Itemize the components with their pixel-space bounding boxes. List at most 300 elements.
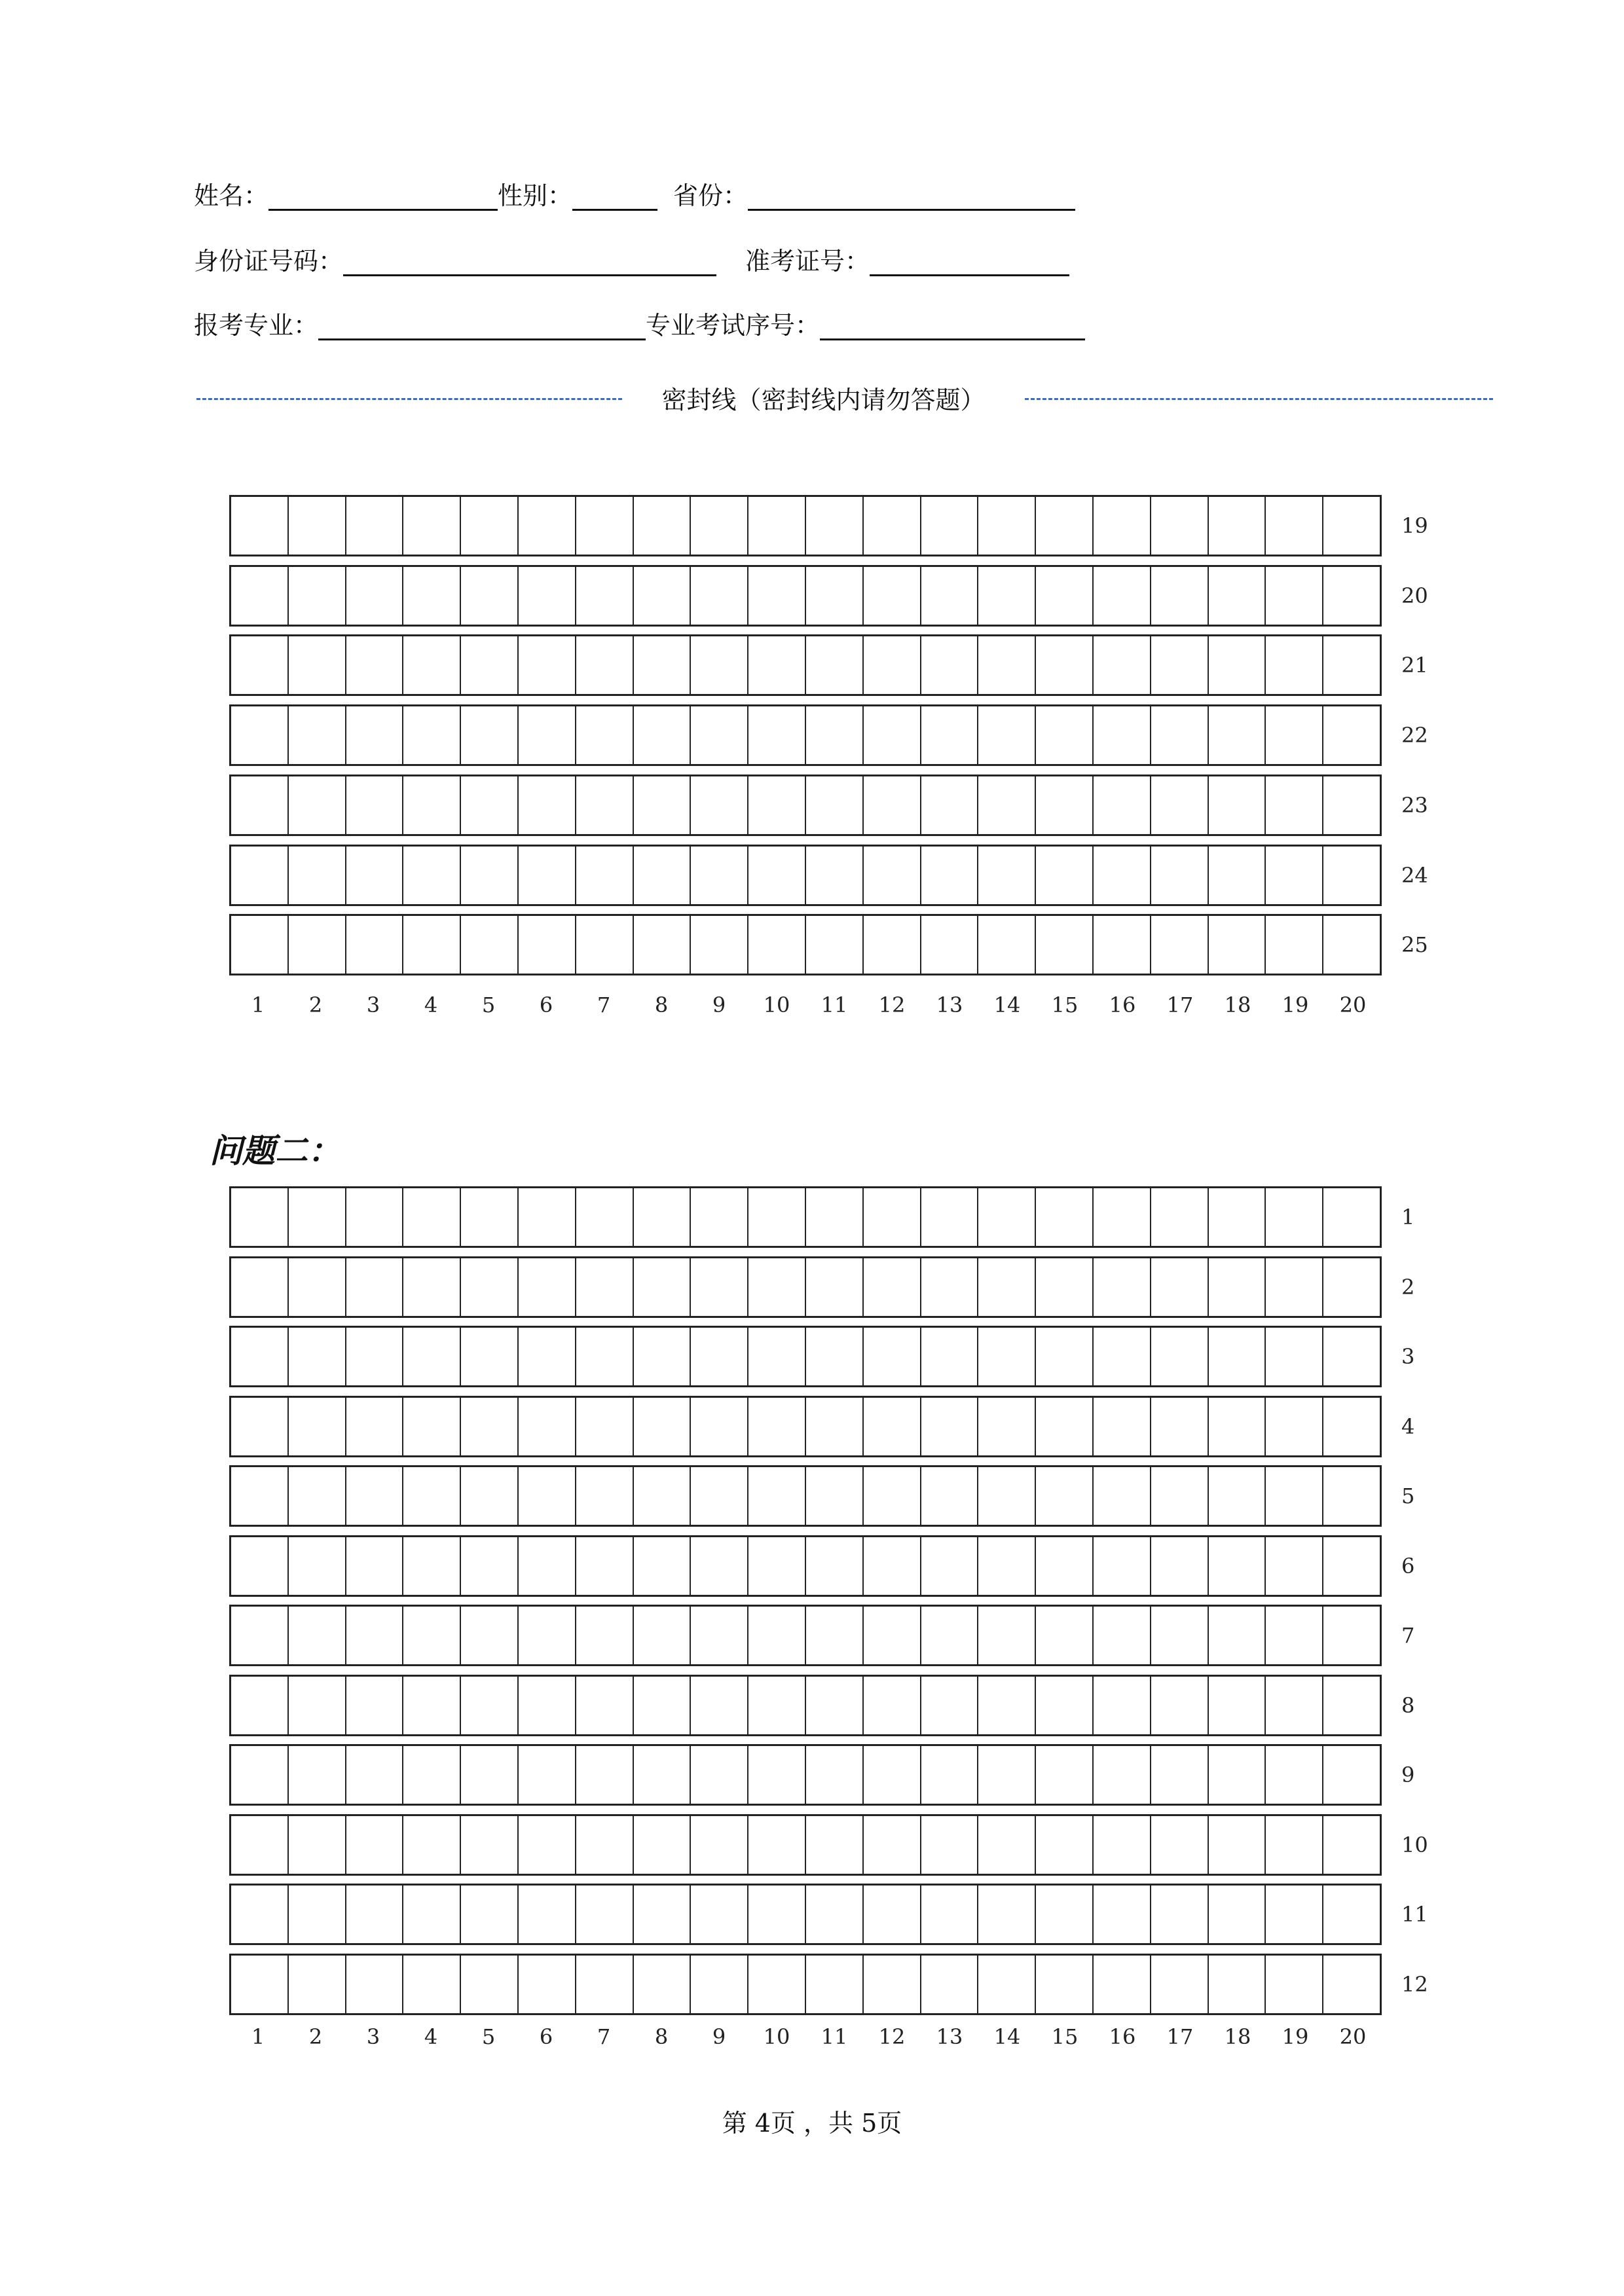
grid-cell[interactable]: [748, 497, 806, 555]
grid-cell[interactable]: [1151, 1886, 1209, 1943]
grid-cell[interactable]: [1209, 1677, 1266, 1734]
grid-cell[interactable]: [403, 1746, 461, 1804]
grid-cell[interactable]: [864, 1467, 921, 1525]
grid-cell[interactable]: [576, 916, 634, 974]
grid-cell[interactable]: [1094, 1188, 1151, 1246]
grid-cell[interactable]: [403, 497, 461, 555]
grid-cell[interactable]: [1151, 636, 1209, 694]
grid-cell[interactable]: [1323, 1886, 1380, 1943]
grid-cell[interactable]: [806, 1398, 864, 1455]
grid-cell[interactable]: [1094, 847, 1151, 904]
grid-cell[interactable]: [978, 1956, 1036, 2013]
grid-cell[interactable]: [921, 497, 979, 555]
grid-cell[interactable]: [691, 847, 748, 904]
grid-cell[interactable]: [1266, 916, 1323, 974]
ticket-field[interactable]: [870, 247, 1069, 276]
grid-cell[interactable]: [403, 1607, 461, 1664]
grid-cell[interactable]: [691, 1816, 748, 1874]
grid-cell[interactable]: [1323, 497, 1380, 555]
grid-cell[interactable]: [748, 1537, 806, 1595]
grid-cell[interactable]: [864, 1188, 921, 1246]
grid-cell[interactable]: [978, 497, 1036, 555]
grid-cell[interactable]: [1036, 1328, 1094, 1385]
grid-cell[interactable]: [346, 847, 404, 904]
grid-cell[interactable]: [634, 1677, 692, 1734]
grid-cell[interactable]: [748, 776, 806, 834]
grid-cell[interactable]: [1323, 916, 1380, 974]
exam-seq-field[interactable]: [820, 311, 1085, 340]
grid-cell[interactable]: [1323, 1467, 1380, 1525]
grid-cell[interactable]: [461, 636, 519, 694]
grid-cell[interactable]: [1094, 1398, 1151, 1455]
grid-cell[interactable]: [461, 1956, 519, 2013]
grid-cell[interactable]: [519, 1188, 576, 1246]
grid-cell[interactable]: [634, 1398, 692, 1455]
grid-cell[interactable]: [231, 706, 289, 764]
grid-cell[interactable]: [1209, 1398, 1266, 1455]
grid-cell[interactable]: [634, 497, 692, 555]
grid-cell[interactable]: [1266, 636, 1323, 694]
grid-cell[interactable]: [1266, 1607, 1323, 1664]
grid-cell[interactable]: [519, 916, 576, 974]
grid-cell[interactable]: [978, 1328, 1036, 1385]
grid-cell[interactable]: [519, 776, 576, 834]
grid-cell[interactable]: [1094, 1746, 1151, 1804]
major-field[interactable]: [318, 311, 646, 340]
grid-cell[interactable]: [806, 1816, 864, 1874]
grid-cell[interactable]: [231, 916, 289, 974]
grid-cell[interactable]: [1094, 1677, 1151, 1734]
grid-cell[interactable]: [1151, 1537, 1209, 1595]
grid-cell[interactable]: [1323, 1537, 1380, 1595]
grid-cell[interactable]: [461, 1398, 519, 1455]
grid-cell[interactable]: [461, 1886, 519, 1943]
grid-cell[interactable]: [403, 1467, 461, 1525]
grid-cell[interactable]: [806, 1328, 864, 1385]
grid-cell[interactable]: [1094, 706, 1151, 764]
grid-cell[interactable]: [289, 1746, 346, 1804]
grid-cell[interactable]: [403, 776, 461, 834]
grid-cell[interactable]: [691, 1607, 748, 1664]
grid-cell[interactable]: [864, 776, 921, 834]
grid-cell[interactable]: [403, 1258, 461, 1316]
grid-cell[interactable]: [1151, 497, 1209, 555]
grid-cell[interactable]: [921, 776, 979, 834]
grid-cell[interactable]: [806, 706, 864, 764]
grid-cell[interactable]: [289, 1607, 346, 1664]
grid-cell[interactable]: [1036, 1956, 1094, 2013]
grid-cell[interactable]: [346, 1328, 404, 1385]
grid-cell[interactable]: [691, 916, 748, 974]
grid-cell[interactable]: [978, 567, 1036, 625]
grid-cell[interactable]: [1036, 776, 1094, 834]
grid-cell[interactable]: [576, 1956, 634, 2013]
grid-cell[interactable]: [231, 1886, 289, 1943]
grid-cell[interactable]: [1323, 847, 1380, 904]
grid-cell[interactable]: [346, 706, 404, 764]
grid-cell[interactable]: [1094, 1467, 1151, 1525]
grid-cell[interactable]: [978, 1467, 1036, 1525]
grid-cell[interactable]: [691, 1677, 748, 1734]
grid-cell[interactable]: [921, 1677, 979, 1734]
grid-cell[interactable]: [576, 1816, 634, 1874]
grid-cell[interactable]: [748, 1398, 806, 1455]
grid-cell[interactable]: [576, 1677, 634, 1734]
grid-cell[interactable]: [289, 1258, 346, 1316]
grid-cell[interactable]: [748, 1956, 806, 2013]
grid-cell[interactable]: [921, 1607, 979, 1664]
grid-cell[interactable]: [978, 847, 1036, 904]
grid-cell[interactable]: [403, 1328, 461, 1385]
grid-cell[interactable]: [1094, 567, 1151, 625]
grid-cell[interactable]: [864, 1886, 921, 1943]
grid-cell[interactable]: [1323, 776, 1380, 834]
grid-cell[interactable]: [1266, 1746, 1323, 1804]
grid-cell[interactable]: [403, 567, 461, 625]
grid-cell[interactable]: [289, 1467, 346, 1525]
grid-cell[interactable]: [403, 1886, 461, 1943]
grid-cell[interactable]: [1036, 1537, 1094, 1595]
grid-cell[interactable]: [1151, 1677, 1209, 1734]
grid-cell[interactable]: [921, 1537, 979, 1595]
grid-cell[interactable]: [461, 916, 519, 974]
grid-cell[interactable]: [1266, 1886, 1323, 1943]
grid-cell[interactable]: [806, 1607, 864, 1664]
grid-cell[interactable]: [519, 1677, 576, 1734]
grid-cell[interactable]: [289, 1816, 346, 1874]
grid-cell[interactable]: [1323, 1816, 1380, 1874]
grid-cell[interactable]: [461, 1816, 519, 1874]
grid-cell[interactable]: [576, 1746, 634, 1804]
grid-cell[interactable]: [231, 1328, 289, 1385]
grid-cell[interactable]: [634, 1816, 692, 1874]
grid-cell[interactable]: [1151, 776, 1209, 834]
grid-cell[interactable]: [978, 916, 1036, 974]
grid-cell[interactable]: [634, 1467, 692, 1525]
grid-cell[interactable]: [748, 847, 806, 904]
grid-cell[interactable]: [691, 1258, 748, 1316]
grid-cell[interactable]: [864, 1816, 921, 1874]
grid-cell[interactable]: [691, 567, 748, 625]
grid-cell[interactable]: [1036, 497, 1094, 555]
id-field[interactable]: [343, 247, 716, 276]
grid-cell[interactable]: [1209, 776, 1266, 834]
grid-cell[interactable]: [461, 567, 519, 625]
grid-cell[interactable]: [691, 1886, 748, 1943]
grid-cell[interactable]: [1209, 1816, 1266, 1874]
grid-cell[interactable]: [576, 1886, 634, 1943]
grid-cell[interactable]: [461, 1467, 519, 1525]
grid-cell[interactable]: [231, 776, 289, 834]
grid-cell[interactable]: [806, 776, 864, 834]
grid-cell[interactable]: [1209, 1328, 1266, 1385]
grid-cell[interactable]: [576, 706, 634, 764]
grid-cell[interactable]: [461, 497, 519, 555]
grid-cell[interactable]: [346, 636, 404, 694]
name-field[interactable]: [268, 181, 498, 211]
grid-cell[interactable]: [864, 1607, 921, 1664]
grid-cell[interactable]: [1323, 1746, 1380, 1804]
grid-cell[interactable]: [289, 1328, 346, 1385]
grid-cell[interactable]: [1266, 847, 1323, 904]
grid-cell[interactable]: [461, 847, 519, 904]
grid-cell[interactable]: [634, 706, 692, 764]
grid-cell[interactable]: [1209, 1537, 1266, 1595]
grid-cell[interactable]: [1323, 567, 1380, 625]
grid-cell[interactable]: [864, 1328, 921, 1385]
grid-cell[interactable]: [1036, 1746, 1094, 1804]
grid-cell[interactable]: [461, 776, 519, 834]
grid-cell[interactable]: [346, 1956, 404, 2013]
grid-cell[interactable]: [921, 1258, 979, 1316]
grid-cell[interactable]: [576, 1188, 634, 1246]
grid-cell[interactable]: [289, 636, 346, 694]
grid-cell[interactable]: [289, 1537, 346, 1595]
grid-cell[interactable]: [576, 847, 634, 904]
grid-cell[interactable]: [519, 1816, 576, 1874]
grid-cell[interactable]: [1209, 1258, 1266, 1316]
grid-cell[interactable]: [1036, 1258, 1094, 1316]
grid-cell[interactable]: [289, 1188, 346, 1246]
grid-cell[interactable]: [519, 1956, 576, 2013]
grid-cell[interactable]: [289, 497, 346, 555]
grid-cell[interactable]: [403, 1956, 461, 2013]
grid-cell[interactable]: [346, 1886, 404, 1943]
grid-cell[interactable]: [231, 636, 289, 694]
grid-cell[interactable]: [806, 1188, 864, 1246]
grid-cell[interactable]: [634, 567, 692, 625]
grid-cell[interactable]: [576, 1537, 634, 1595]
grid-cell[interactable]: [519, 1467, 576, 1525]
grid-cell[interactable]: [806, 916, 864, 974]
grid-cell[interactable]: [576, 636, 634, 694]
grid-cell[interactable]: [864, 706, 921, 764]
grid-cell[interactable]: [864, 1677, 921, 1734]
grid-cell[interactable]: [864, 497, 921, 555]
grid-cell[interactable]: [748, 1328, 806, 1385]
grid-cell[interactable]: [1266, 706, 1323, 764]
grid-cell[interactable]: [1036, 567, 1094, 625]
grid-cell[interactable]: [978, 1677, 1036, 1734]
grid-cell[interactable]: [864, 916, 921, 974]
grid-cell[interactable]: [1266, 1537, 1323, 1595]
grid-cell[interactable]: [519, 567, 576, 625]
grid-cell[interactable]: [1094, 1607, 1151, 1664]
grid-cell[interactable]: [634, 1537, 692, 1595]
grid-cell[interactable]: [346, 1816, 404, 1874]
grid-cell[interactable]: [864, 1746, 921, 1804]
grid-cell[interactable]: [231, 1258, 289, 1316]
grid-cell[interactable]: [1266, 1816, 1323, 1874]
grid-cell[interactable]: [1036, 706, 1094, 764]
grid-cell[interactable]: [1036, 1677, 1094, 1734]
grid-cell[interactable]: [978, 1537, 1036, 1595]
grid-cell[interactable]: [634, 916, 692, 974]
grid-cell[interactable]: [921, 1328, 979, 1385]
grid-cell[interactable]: [806, 1258, 864, 1316]
grid-cell[interactable]: [576, 497, 634, 555]
grid-cell[interactable]: [1094, 1886, 1151, 1943]
grid-cell[interactable]: [634, 1188, 692, 1246]
grid-cell[interactable]: [231, 567, 289, 625]
grid-cell[interactable]: [289, 1956, 346, 2013]
grid-cell[interactable]: [1094, 1816, 1151, 1874]
grid-cell[interactable]: [921, 1746, 979, 1804]
grid-cell[interactable]: [1036, 1886, 1094, 1943]
grid-cell[interactable]: [403, 1188, 461, 1246]
grid-cell[interactable]: [1266, 1398, 1323, 1455]
grid-cell[interactable]: [346, 1677, 404, 1734]
grid-cell[interactable]: [1266, 1258, 1323, 1316]
grid-cell[interactable]: [1266, 1328, 1323, 1385]
grid-cell[interactable]: [576, 1328, 634, 1385]
grid-cell[interactable]: [519, 497, 576, 555]
grid-cell[interactable]: [231, 1956, 289, 2013]
grid-cell[interactable]: [921, 916, 979, 974]
grid-cell[interactable]: [1323, 1677, 1380, 1734]
grid-cell[interactable]: [691, 776, 748, 834]
grid-cell[interactable]: [403, 1398, 461, 1455]
grid-cell[interactable]: [1209, 1956, 1266, 2013]
grid-cell[interactable]: [748, 636, 806, 694]
grid-cell[interactable]: [231, 497, 289, 555]
grid-cell[interactable]: [978, 776, 1036, 834]
grid-cell[interactable]: [1151, 1188, 1209, 1246]
grid-cell[interactable]: [461, 706, 519, 764]
grid-cell[interactable]: [978, 1398, 1036, 1455]
grid-cell[interactable]: [921, 567, 979, 625]
grid-cell[interactable]: [403, 1816, 461, 1874]
grid-cell[interactable]: [461, 1746, 519, 1804]
grid-cell[interactable]: [289, 847, 346, 904]
grid-cell[interactable]: [289, 1677, 346, 1734]
grid-cell[interactable]: [1266, 1677, 1323, 1734]
grid-cell[interactable]: [748, 1467, 806, 1525]
grid-cell[interactable]: [691, 1398, 748, 1455]
grid-cell[interactable]: [1209, 1467, 1266, 1525]
grid-cell[interactable]: [519, 1398, 576, 1455]
grid-cell[interactable]: [1151, 1956, 1209, 2013]
grid-cell[interactable]: [748, 1886, 806, 1943]
province-field[interactable]: [748, 181, 1075, 211]
grid-cell[interactable]: [231, 1816, 289, 1874]
grid-cell[interactable]: [346, 567, 404, 625]
grid-cell[interactable]: [346, 776, 404, 834]
grid-cell[interactable]: [978, 1607, 1036, 1664]
grid-cell[interactable]: [1036, 1188, 1094, 1246]
grid-cell[interactable]: [921, 1956, 979, 2013]
grid-cell[interactable]: [691, 1188, 748, 1246]
grid-cell[interactable]: [1151, 1607, 1209, 1664]
grid-cell[interactable]: [461, 1328, 519, 1385]
grid-cell[interactable]: [346, 1607, 404, 1664]
grid-cell[interactable]: [1323, 1956, 1380, 2013]
grid-cell[interactable]: [1151, 1328, 1209, 1385]
grid-cell[interactable]: [748, 1258, 806, 1316]
grid-cell[interactable]: [1209, 706, 1266, 764]
grid-cell[interactable]: [1151, 916, 1209, 974]
grid-cell[interactable]: [691, 706, 748, 764]
grid-cell[interactable]: [346, 916, 404, 974]
grid-cell[interactable]: [576, 567, 634, 625]
grid-cell[interactable]: [1266, 1188, 1323, 1246]
grid-cell[interactable]: [978, 636, 1036, 694]
grid-cell[interactable]: [576, 1467, 634, 1525]
grid-cell[interactable]: [289, 706, 346, 764]
grid-cell[interactable]: [634, 1886, 692, 1943]
grid-cell[interactable]: [461, 1258, 519, 1316]
grid-cell[interactable]: [806, 847, 864, 904]
grid-cell[interactable]: [921, 1886, 979, 1943]
grid-cell[interactable]: [346, 1398, 404, 1455]
grid-cell[interactable]: [519, 1607, 576, 1664]
grid-cell[interactable]: [1209, 1607, 1266, 1664]
grid-cell[interactable]: [403, 1677, 461, 1734]
grid-cell[interactable]: [1209, 1746, 1266, 1804]
grid-cell[interactable]: [978, 1188, 1036, 1246]
grid-cell[interactable]: [519, 1328, 576, 1385]
grid-cell[interactable]: [1151, 1746, 1209, 1804]
grid-cell[interactable]: [1151, 706, 1209, 764]
grid-cell[interactable]: [806, 1537, 864, 1595]
grid-cell[interactable]: [691, 1956, 748, 2013]
grid-cell[interactable]: [748, 1816, 806, 1874]
grid-cell[interactable]: [634, 1746, 692, 1804]
grid-cell[interactable]: [921, 1816, 979, 1874]
grid-cell[interactable]: [231, 847, 289, 904]
grid-cell[interactable]: [978, 1886, 1036, 1943]
grid-cell[interactable]: [806, 636, 864, 694]
grid-cell[interactable]: [748, 1188, 806, 1246]
grid-cell[interactable]: [806, 1746, 864, 1804]
grid-cell[interactable]: [231, 1467, 289, 1525]
grid-cell[interactable]: [748, 916, 806, 974]
grid-cell[interactable]: [1036, 1816, 1094, 1874]
grid-cell[interactable]: [1151, 1398, 1209, 1455]
grid-cell[interactable]: [806, 1467, 864, 1525]
grid-cell[interactable]: [978, 1746, 1036, 1804]
grid-cell[interactable]: [1209, 636, 1266, 694]
grid-cell[interactable]: [806, 567, 864, 625]
grid-cell[interactable]: [1036, 636, 1094, 694]
grid-cell[interactable]: [691, 1328, 748, 1385]
grid-cell[interactable]: [864, 1537, 921, 1595]
grid-cell[interactable]: [748, 706, 806, 764]
grid-cell[interactable]: [403, 1537, 461, 1595]
grid-cell[interactable]: [1094, 497, 1151, 555]
grid-cell[interactable]: [231, 1607, 289, 1664]
grid-cell[interactable]: [289, 916, 346, 974]
grid-cell[interactable]: [864, 636, 921, 694]
grid-cell[interactable]: [1036, 1398, 1094, 1455]
grid-cell[interactable]: [1094, 1956, 1151, 2013]
grid-cell[interactable]: [519, 1258, 576, 1316]
grid-cell[interactable]: [806, 1886, 864, 1943]
grid-cell[interactable]: [921, 1188, 979, 1246]
grid-cell[interactable]: [1036, 916, 1094, 974]
grid-cell[interactable]: [1036, 847, 1094, 904]
grid-cell[interactable]: [864, 1398, 921, 1455]
grid-cell[interactable]: [748, 567, 806, 625]
grid-cell[interactable]: [519, 1886, 576, 1943]
grid-cell[interactable]: [231, 1746, 289, 1804]
grid-cell[interactable]: [806, 1677, 864, 1734]
grid-cell[interactable]: [576, 1607, 634, 1664]
grid-cell[interactable]: [1151, 1258, 1209, 1316]
grid-cell[interactable]: [1151, 847, 1209, 904]
grid-cell[interactable]: [864, 567, 921, 625]
grid-cell[interactable]: [346, 1467, 404, 1525]
